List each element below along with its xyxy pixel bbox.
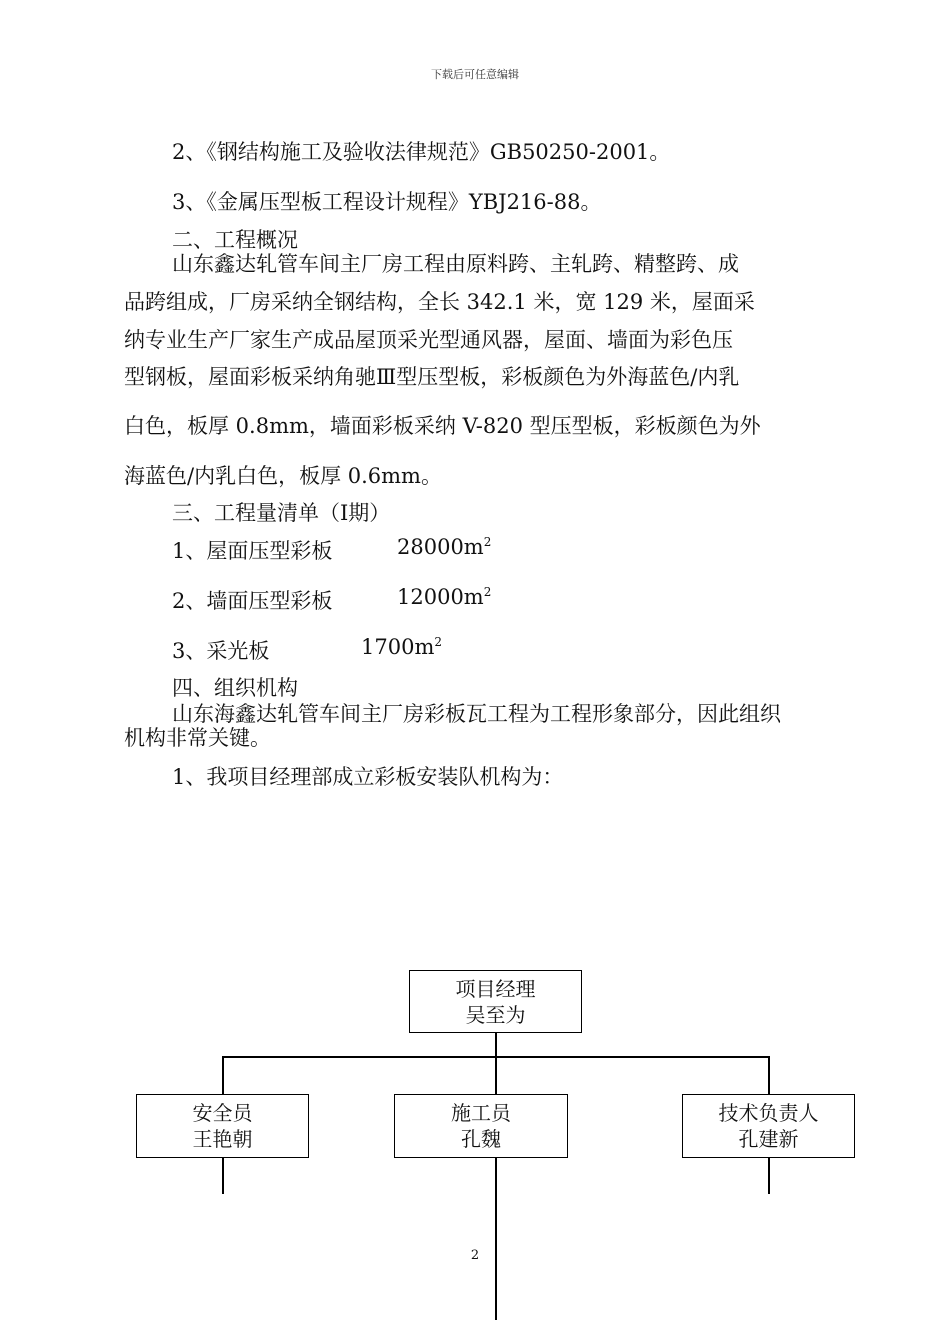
org-safety-name: 王艳朝 [192, 1127, 253, 1151]
connector-middle-down [495, 1056, 497, 1094]
org-box-safety [136, 1094, 309, 1158]
org-box-technical [682, 1094, 855, 1158]
quantity-label-3: 3、采光板 [172, 639, 270, 663]
standard-2: 2、《钢结构施工及验收法律规范》GB50250-2001。 [172, 140, 671, 164]
section-3-heading: 三、工程量清单（Ⅰ期） [172, 501, 391, 525]
org-construction-name: 孔魏 [461, 1127, 501, 1151]
overview-line-5: 白色，板厚 0.8mm，墙面彩板采纳 V-820 型压型板，彩板颜色为外 [124, 414, 761, 438]
page-number: 2 [470, 1248, 480, 1263]
org-para-line-2: 机构非常关键。 [124, 726, 271, 750]
connector-left-down [222, 1056, 224, 1094]
standard-3: 3、《金属压型板工程设计规程》YBJ216-88。 [172, 190, 602, 214]
overview-line-1: 山东鑫达轧管车间主厂房工程由原料跨、主轧跨、精整跨、成 [172, 252, 739, 276]
quantity-value-1: $28000m^2$ [397, 535, 492, 559]
overview-line-3: 纳专业生产厂家生产成品屋顶采光型通风器，屋面、墙面为彩色压 [124, 328, 733, 352]
org-manager-name: 吴至为 [465, 1003, 526, 1027]
org-box-manager [409, 970, 582, 1033]
overview-line-4: 型钢板，屋面彩板采纳角驰Ⅲ型压型板，彩板颜色为外海蓝色/内乳 [124, 365, 740, 389]
connector-right-tail [768, 1158, 770, 1194]
quantity-value-2: $12000m^2$ [397, 585, 492, 609]
connector-middle-tail [495, 1158, 497, 1320]
section-4-heading: 四、组织机构 [172, 676, 298, 700]
org-box-construction [394, 1094, 568, 1158]
org-safety-role: 安全员 [192, 1101, 253, 1125]
quantity-label-2: 2、墙面压型彩板 [172, 589, 333, 613]
org-manager-role: 项目经理 [455, 977, 536, 1001]
org-item-1: 1、我项目经理部成立彩板安装队机构为： [172, 765, 564, 789]
org-para-line-1: 山东海鑫达轧管车间主厂房彩板瓦工程为工程形象部分，因此组织 [172, 702, 781, 726]
connector-top-vertical [495, 1033, 497, 1057]
quantity-label-1: 1、屋面压型彩板 [172, 539, 333, 563]
header-note: 下载后可任意编辑 [431, 68, 519, 81]
connector-right-down [768, 1056, 770, 1094]
section-2-heading: 二、工程概况 [172, 228, 298, 252]
connector-left-tail [222, 1158, 224, 1194]
quantity-value-3: $1700m^2$ [361, 635, 442, 659]
org-technical-role: 技术负责人 [718, 1101, 819, 1125]
overview-line-6: 海蓝色/内乳白色，板厚 0.6mm。 [124, 464, 442, 488]
org-construction-role: 施工员 [451, 1101, 511, 1125]
overview-line-2: 品跨组成，厂房采纳全钢结构，全长 342.1 米，宽 129 米，屋面采 [124, 290, 755, 314]
org-technical-name: 孔建新 [738, 1127, 799, 1151]
